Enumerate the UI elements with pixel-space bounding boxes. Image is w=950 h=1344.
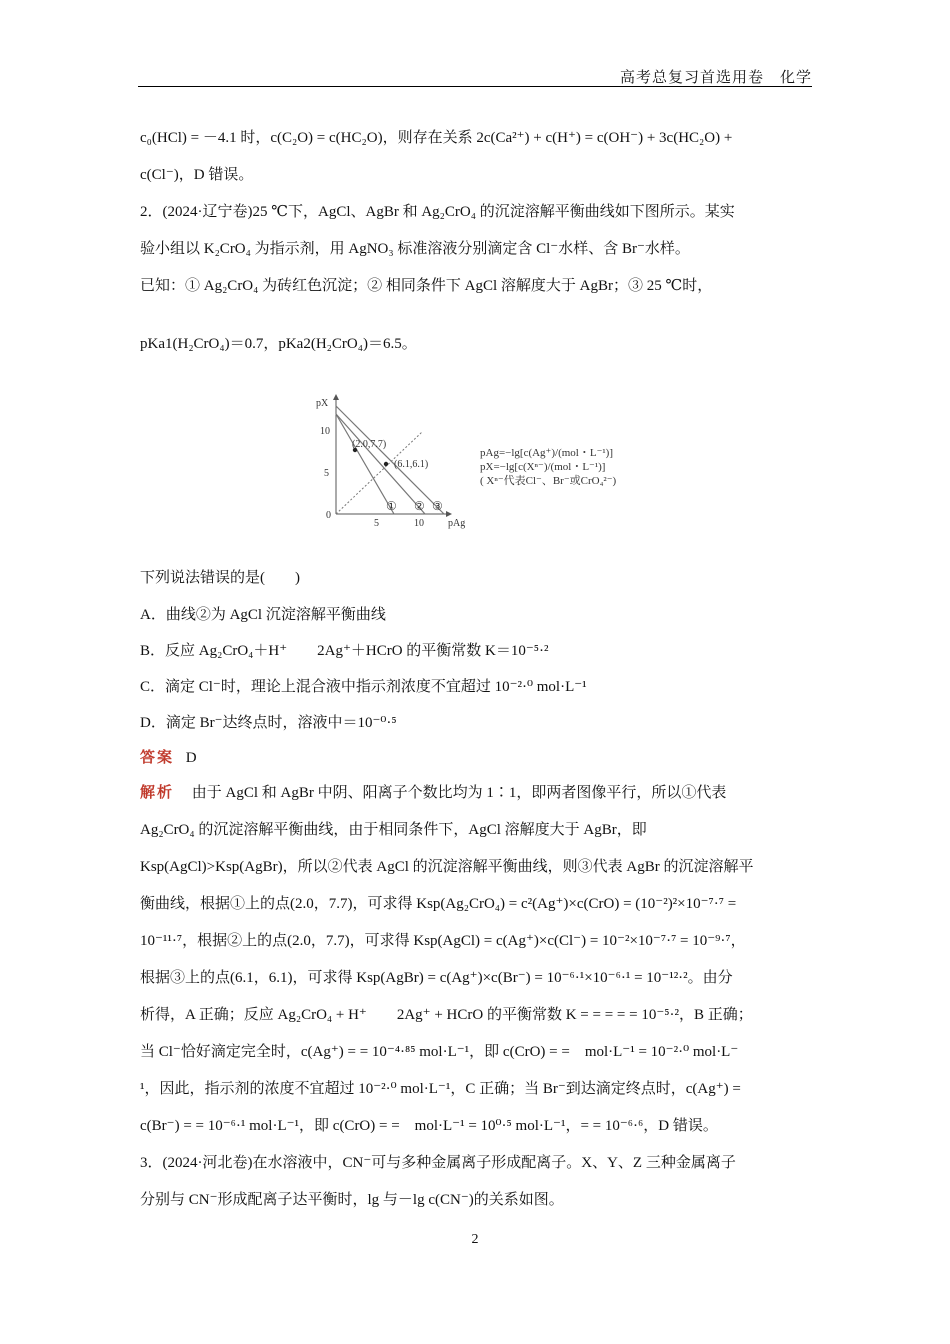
analysis-line: Ksp(AgCl)>Ksp(AgBr)，所以②代表 AgCl 的沉淀溶解平衡曲线，则③代表 AgBr 的沉淀溶解平: [140, 859, 754, 875]
page-number: 2: [471, 1232, 479, 1247]
answer-line: [140, 748, 814, 768]
known-conditions: 已知：① Ag₂CrO₄ 为砖红色沉淀；② 相同条件下 AgCl 溶解度大于 AgBr；③ 25 ℃时，: [140, 278, 713, 294]
option-b: B．反应 Ag₂CrO₄＋H⁺ 2Ag⁺＋HCrO 的平衡常数 K＝10⁻⁵·²: [140, 643, 549, 659]
analysis-label: 解析: [140, 785, 175, 801]
legend-line: ( Xⁿ⁻代表Cl⁻、Br⁻或CrO₄²⁻): [480, 475, 617, 487]
option-c: C．滴定 Cl⁻时，理论上混合液中指示剂浓度不宜超过 10⁻²·⁰ mol·L⁻¹: [140, 679, 587, 695]
curve-1-label: ①: [386, 499, 397, 513]
analysis-line: ¹，因此，指示剂的浓度不宜超过 10⁻²·⁰ mol·L⁻¹，C 正确；当 Br⁻到达滴定终点时，c(Ag⁺) =: [140, 1081, 741, 1097]
point-2-label: (6.1,6.1): [394, 459, 429, 470]
analysis-text: 由于 AgCl 和 AgBr 中阴、阳离子个数比均为 1∶1，即两者图像平行，所以①代表: [191, 785, 727, 801]
x-tick: 10: [414, 518, 424, 529]
origin-label: 0: [326, 510, 331, 521]
text-line: c(Cl⁻)，D 错误。: [140, 167, 254, 183]
analysis-first-line: [140, 783, 814, 803]
curve-3-label: ③: [432, 499, 443, 513]
analysis-line: 析得，A 正确；反应 Ag₂CrO₄ + H⁺ 2Ag⁺ + HCrO 的平衡常数 K = = = = = 10⁻⁵·²，B 正确；: [140, 1007, 753, 1023]
text-line: pKa1(H₂CrO₄)＝0.7，pKa2(H₂CrO₄)＝6.5。: [140, 336, 417, 352]
x-axis-label: pAg: [448, 518, 466, 529]
header-rule: [138, 86, 812, 87]
option-a: A．曲线②为 AgCl 沉淀溶解平衡曲线: [140, 607, 386, 623]
text-line: c₀(HCl) = －4.1 时，c(C₂O) = c(HC₂O)，则存在关系 2c(Ca²⁺) + c(H⁺) = c(OH⁻) + 3c(HC₂O) +: [140, 130, 733, 146]
analysis-line: c(Br⁻) = = 10⁻⁶·¹ mol·L⁻¹，即 c(CrO) = = mol·L⁻¹ = 10⁰·⁵ mol·L⁻¹，= = 10⁻⁶·⁶，D 错误。: [140, 1118, 718, 1134]
legend-line: pAg=−lg[c(Ag⁺)/(mol・L⁻¹)]: [480, 447, 614, 459]
question-prompt: 下列说法错误的是( ): [140, 570, 300, 586]
x-tick: 5: [374, 518, 379, 529]
question-2-stem: 2．(2024·辽宁卷)25 ℃下，AgCl、AgBr 和 Ag₂CrO₄ 的沉淀溶解平衡曲线如下图所示。某实: [140, 204, 735, 220]
y-tick: 10: [320, 426, 330, 437]
point-2: [384, 462, 388, 466]
y-tick: 5: [324, 468, 329, 479]
answer-value: D: [185, 750, 197, 766]
point-1-label: (2.0,7.7): [352, 439, 387, 450]
y-arrow: [333, 394, 339, 400]
option-d: D．滴定 Br⁻达终点时，溶液中＝10⁻⁰·⁵: [140, 715, 397, 731]
text-line: 验小组以 K₂CrO₄ 为指示剂，用 AgNO₃ 标准溶液分别滴定含 Cl⁻水样、含 Br⁻水样。: [140, 241, 690, 257]
y-axis-label: pX: [316, 398, 329, 409]
analysis-line: Ag₂CrO₄ 的沉淀溶解平衡曲线，由于相同条件下，AgCl 溶解度大于 AgBr，即: [140, 822, 647, 838]
curve-2-label: ②: [414, 499, 425, 513]
analysis-line: 衡曲线，根据①上的点(2.0，7.7)，可求得 Ksp(Ag₂CrO₄) = c²(Ag⁺)×c(CrO) = (10⁻²)²×10⁻⁷·⁷ =: [140, 896, 737, 912]
analysis-line: 10⁻¹¹·⁷，根据②上的点(2.0，7.7)，可求得 Ksp(AgCl) = c(Ag⁺)×c(Cl⁻) = 10⁻²×10⁻⁷·⁷ = 10⁻⁹·⁷，: [140, 933, 746, 949]
page-header: 高考总复习首选用卷 化学: [619, 70, 812, 86]
analysis-line: 当 Cl⁻恰好滴定完全时，c(Ag⁺) = = 10⁻⁴·⁸⁵ mol·L⁻¹，即 c(CrO) = = mol·L⁻¹ = 10⁻²·⁰ mol·L⁻: [140, 1044, 739, 1060]
question-3-stem: 3．(2024·河北卷)在水溶液中，CN⁻可与多种金属离子形成配离子。X、Y、Z 三种金属离子: [140, 1155, 736, 1171]
text-line: 分别与 CN⁻形成配离子达平衡时，lg 与－lg c(CN⁻)的关系如图。: [140, 1192, 564, 1208]
x-arrow: [446, 511, 452, 517]
legend-line: pX=−lg[c(Xⁿ⁻)/(mol・L⁻¹)]: [480, 461, 606, 473]
analysis-line: 根据③上的点(6.1，6.1)，可求得 Ksp(AgBr) = c(Ag⁺)×c(Br⁻) = 10⁻⁶·¹×10⁻⁶·¹ = 10⁻¹²·²。由分: [140, 970, 733, 986]
answer-label: 答案: [140, 750, 175, 766]
figure-legend: [480, 446, 616, 488]
